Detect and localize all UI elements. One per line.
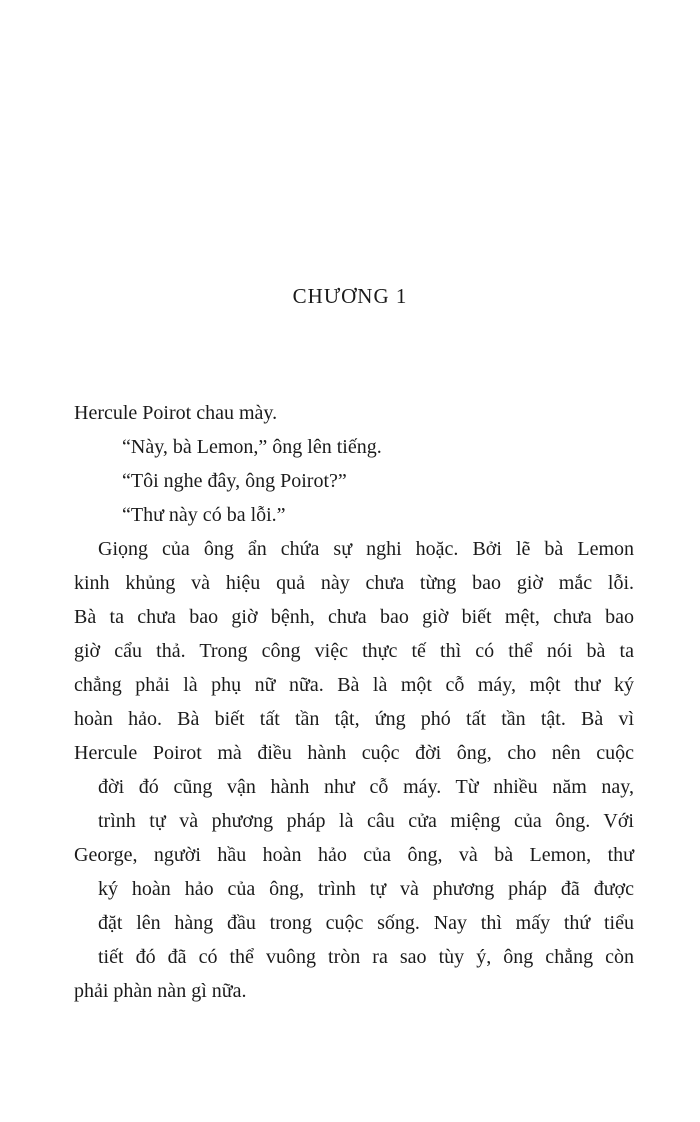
paragraph-5 — [74, 532, 634, 1008]
text-line: đặt lên hàng đầu trong cuộc sống. Nay thì mấy thứ tiểu — [98, 912, 634, 934]
text-line: đời đó cũng vận hành như cỗ máy. Từ nhiều năm nay, — [98, 776, 634, 798]
text-line: hoàn hảo. Bà biết tất tần tật, ứng phó tất tần tật. Bà vì — [74, 708, 634, 730]
text-line: “Thư này có ba lỗi.” — [122, 504, 286, 526]
chapter-body — [74, 396, 634, 1008]
paragraph-3 — [74, 464, 634, 498]
paragraph-1 — [74, 396, 634, 430]
paragraph-4 — [74, 498, 634, 532]
text-line: “Này, bà Lemon,” ông lên tiếng. — [122, 436, 382, 458]
text-line: George, người hầu hoàn hảo của ông, và bà Lemon, thư — [74, 844, 634, 866]
text-line: “Tôi nghe đây, ông Poirot?” — [122, 470, 347, 492]
paragraph-2 — [74, 430, 634, 464]
text-line: Hercule Poirot mà điều hành cuộc đời ông, cho nên cuộc — [74, 742, 634, 764]
text-line: phải phàn nàn gì nữa. — [74, 980, 247, 1002]
text-line: Hercule Poirot chau mày. — [74, 402, 278, 424]
text-line: tiết đó đã có thể vuông tròn ra sao tùy ý, ông chẳng còn — [98, 946, 634, 968]
chapter-title: CHƯƠNG 1 — [292, 284, 408, 308]
text-line: Bà ta chưa bao giờ bệnh, chưa bao giờ biết mệt, chưa bao — [74, 606, 634, 628]
text-line: ký hoàn hảo của ông, trình tự và phương pháp đã được — [98, 878, 634, 900]
text-line: chẳng phải là phụ nữ nữa. Bà là một cỗ máy, một thư ký — [74, 674, 634, 696]
text-line: kinh khủng và hiệu quả này chưa từng bao giờ mắc lỗi. — [74, 572, 634, 594]
text-line: Giọng của ông ẩn chứa sự nghi hoặc. Bởi lẽ bà Lemon — [98, 538, 634, 560]
text-line: trình tự và phương pháp là câu cửa miệng của ông. Với — [98, 810, 634, 832]
text-line: giờ cẩu thả. Trong công việc thực tế thì có thể nói bà ta — [74, 640, 634, 662]
